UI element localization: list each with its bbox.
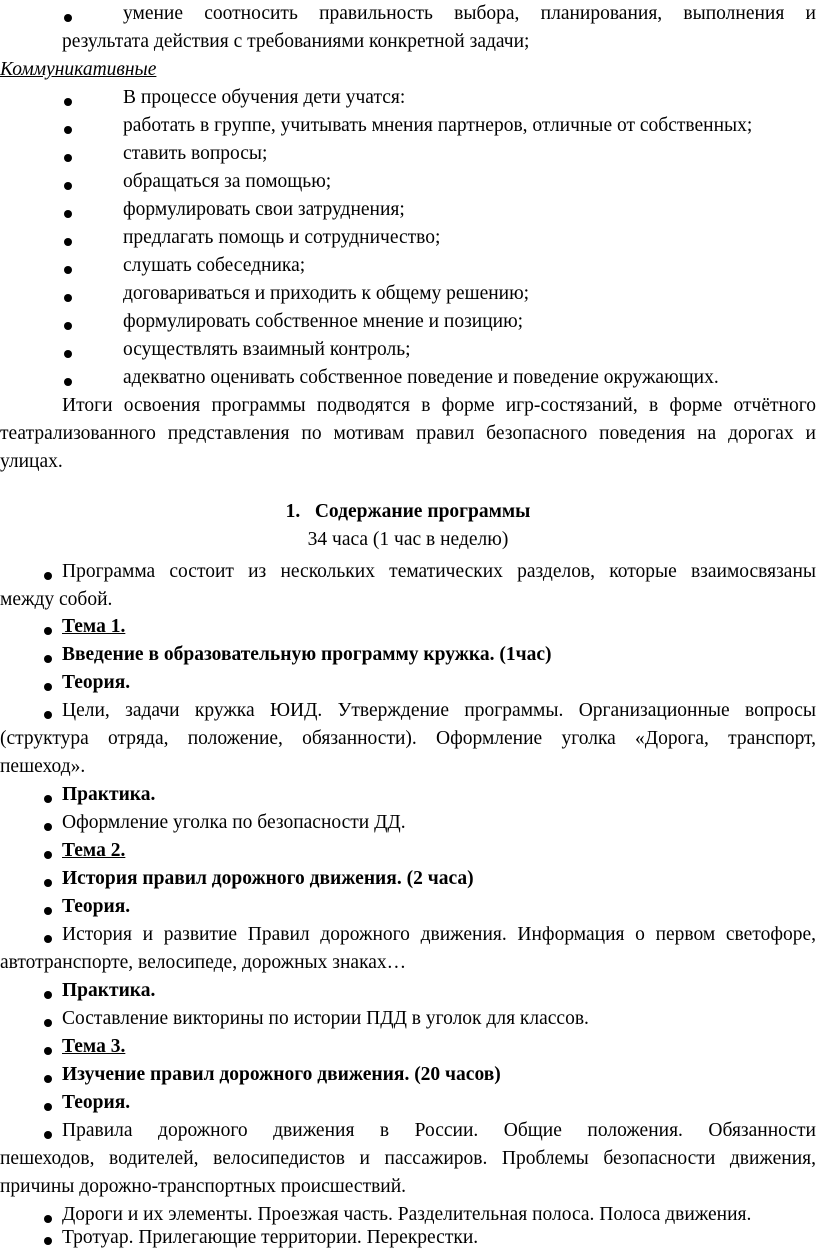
bullet-icon — [64, 350, 72, 358]
list-item: слушать собеседника; — [123, 255, 306, 276]
bullet-icon — [44, 711, 52, 719]
paragraph-line: Цели, задачи кружка ЮИД. Утверждение программы. Организационные вопросы — [62, 700, 816, 721]
paragraph-line: История и развитие Правил дорожного движения. Информация о первом светофоре, — [62, 924, 816, 945]
bullet-icon — [64, 378, 72, 386]
paragraph-line: автотранспорте, велосипеде, дорожных знаках… — [0, 952, 407, 973]
bullet-icon — [44, 991, 52, 999]
list-item: Тротуар. Прилегающие территории. Перекрестки. — [62, 1227, 479, 1248]
bullet-icon — [44, 879, 52, 887]
list-item: ставить вопросы; — [123, 143, 268, 164]
section-title-text: Содержание программы — [314, 501, 531, 522]
section-heading-communicative: Коммуникативные — [0, 59, 157, 80]
topic-label: Тема 3. — [62, 1036, 126, 1057]
bullet-icon — [44, 572, 52, 580]
section-title — [0, 498, 816, 526]
paragraph-line: Правила дорожного движения в России. Общие положения. Обязанности — [62, 1120, 816, 1141]
list-item: обращаться за помощью; — [123, 171, 332, 192]
paragraph-line: Программа состоит из нескольких тематических разделов, которые взаимосвязаны — [62, 561, 816, 582]
bullet-icon — [64, 98, 72, 106]
bullet-icon — [64, 14, 72, 22]
section-hours: 34 часа (1 час в неделю) — [307, 529, 509, 550]
bullet-icon — [64, 182, 72, 190]
bullet-icon — [44, 683, 52, 691]
list-item: Составление викторины по истории ПДД в уголок для классов. — [62, 1008, 589, 1029]
paragraph-line: пешеходов, водителей, велосипедистов и пассажиров. Проблемы безопасности движения, — [0, 1148, 816, 1169]
summary-paragraph-line: театрализованного представления по мотивам правил безопасного поведения на дорогах и — [0, 423, 816, 444]
paragraph-line: пешеход». — [0, 756, 86, 777]
bullet-icon — [64, 126, 72, 134]
paragraph-line: причины дорожно-транспортных происшествий. — [0, 1176, 407, 1197]
bullet-icon — [44, 655, 52, 663]
theory-label: Теория. — [62, 1092, 131, 1113]
list-item-text: умение соотносить правильность выбора, планирования, выполнения и — [123, 3, 816, 24]
paragraph-line: между собой. — [0, 589, 113, 610]
bullet-icon — [44, 823, 52, 831]
list-item: предлагать помощь и сотрудничество; — [123, 227, 441, 248]
bullet-icon — [44, 907, 52, 915]
bullet-icon — [64, 294, 72, 302]
list-item: Оформление уголка по безопасности ДД. — [62, 812, 406, 833]
list-item: формулировать свои затруднения; — [123, 199, 405, 220]
summary-paragraph-line: улицах. — [0, 451, 63, 472]
bullet-icon — [64, 210, 72, 218]
practice-label: Практика. — [62, 784, 156, 805]
bullet-icon — [44, 627, 52, 635]
list-item: договариваться и приходить к общему решению; — [123, 283, 530, 304]
list-item: осуществлять взаимный контроль; — [123, 339, 411, 360]
topic-title: Изучение правил дорожного движения. (20 часов) — [62, 1064, 501, 1085]
list-item: адекватно оценивать собственное поведение и поведение окружающих. — [123, 367, 719, 388]
section-number: 1. — [285, 501, 301, 522]
bullet-icon — [44, 795, 52, 803]
list-item-text-continued: результата действия с требованиями конкретной задачи; — [62, 31, 530, 52]
list-item: формулировать собственное мнение и позицию; — [123, 311, 524, 332]
bullet-icon — [44, 1215, 52, 1223]
bullet-icon — [44, 935, 52, 943]
bullet-icon — [44, 1019, 52, 1027]
practice-label: Практика. — [62, 980, 156, 1001]
theory-label: Теория. — [62, 672, 131, 693]
list-item: работать в группе, учитывать мнения партнеров, отличные от собственных; — [123, 115, 753, 136]
topic-title: Введение в образовательную программу кружка. (1час) — [62, 644, 552, 665]
bullet-icon — [64, 322, 72, 330]
summary-paragraph-line: Итоги освоения программы подводятся в форме игр-состязаний, в форме отчётного — [62, 395, 816, 416]
bullet-icon — [44, 1075, 52, 1083]
list-item: В процессе обучения дети учатся: — [123, 87, 406, 108]
topic-label: Тема 2. — [62, 840, 126, 861]
bullet-icon — [64, 266, 72, 274]
paragraph-line: (структура отряда, положение, обязанности). Оформление уголка «Дорога, транспорт, — [0, 728, 816, 749]
topic-label: Тема 1. — [62, 616, 126, 637]
bullet-icon — [44, 1131, 52, 1139]
bullet-icon — [44, 1237, 52, 1245]
bullet-icon — [44, 1103, 52, 1111]
list-item: Дороги и их элементы. Проезжая часть. Разделительная полоса. Полоса движения. — [62, 1204, 752, 1225]
bullet-icon — [44, 1047, 52, 1055]
bullet-icon — [64, 238, 72, 246]
bullet-icon — [64, 154, 72, 162]
theory-label: Теория. — [62, 896, 131, 917]
bullet-icon — [44, 851, 52, 859]
topic-title: История правил дорожного движения. (2 часа) — [62, 868, 474, 889]
